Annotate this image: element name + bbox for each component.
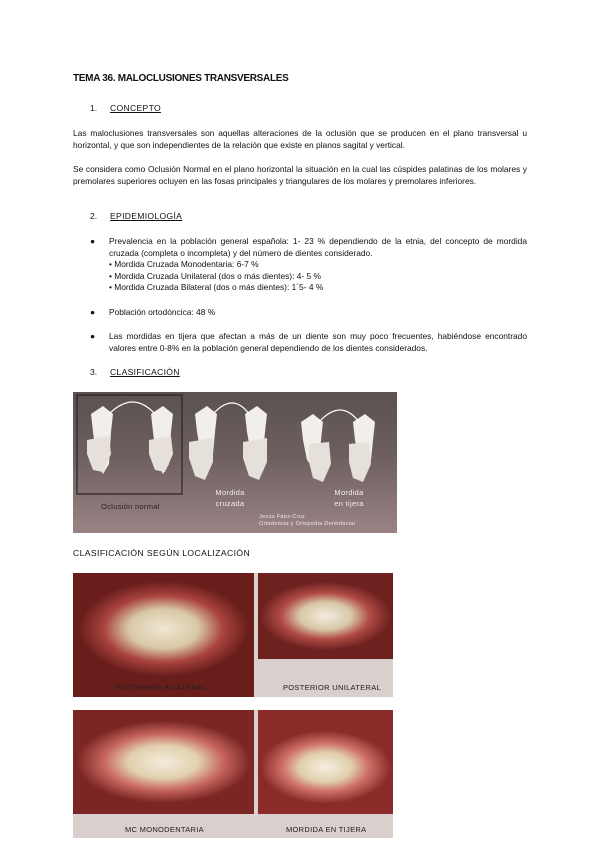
concepto-paragraph-2: Se considera como Oclusión Normal en el plano horizontal la situación en la cual las cúspides palatinas de los molares y premolares superiores ocluyen en las fosas principales y triangulares de los molares y premolares inferiores. <box>73 164 527 186</box>
caption-tijera-2: en tijera <box>334 499 364 508</box>
bullet-dot: ● <box>90 307 96 317</box>
photo-row-2 <box>73 710 393 838</box>
caption-oclusion-normal: Oclusión normal <box>101 502 160 511</box>
section-label: CLASIFICACIÓN <box>110 367 180 377</box>
bullet-text: Prevalencia en la población general española: 1- 23 % dependiendo de la etnia, del concepto de mordida cruzada (completa o incompleta) y del número de dientes considerado. <box>109 236 527 258</box>
photo-posterior-unilateral <box>258 573 393 659</box>
photo-mordida-tijera <box>258 710 393 814</box>
section-number: 2. <box>90 211 98 221</box>
section-epidemiologia-heading <box>90 211 182 221</box>
caption-mordida-tijera: MORDIDA EN TIJERA <box>286 825 367 834</box>
caption-posterior-bilateral: POSTERIOR BILATERAL <box>115 683 207 692</box>
bullet-subitem: • Mordida Cruzada Bilateral (dos o más dientes): 1´5- 4 % <box>109 282 324 292</box>
bullet-subitem: • Mordida Cruzada Monodentaria: 6-7 % <box>109 259 259 269</box>
concepto-paragraph-1: Las maloclusiones transversales son aquellas alteraciones de la oclusión que se producen en el plano transversal u horizontal, y que son independientes de la relación que existe en planos sagital y vertical. <box>73 128 527 150</box>
caption-posterior-unilateral: POSTERIOR UNILATERAL <box>283 683 381 692</box>
watermark-line-2: Ortodoncia y Ortopedia Dentofacial <box>259 521 356 527</box>
section-label: CONCEPTO <box>110 103 161 113</box>
section-number: 1. <box>90 103 98 113</box>
caption-cruzada-2: cruzada <box>215 499 245 508</box>
watermark-line-1: Jesús Fdez-Cruz <box>259 514 306 520</box>
bullet-text: Población ortodóncica: 48 % <box>109 307 216 317</box>
caption-mc-monodentaria: MC MONODENTARIA <box>125 825 204 834</box>
bullet-tijera <box>90 331 527 357</box>
section-label: EPIDEMIOLOGÍA <box>110 211 183 221</box>
bullet-subitem: • Mordida Cruzada Unilateral (dos o más dientes): 4- 5 % <box>109 270 321 281</box>
section-concepto-heading <box>90 103 161 113</box>
photo-mc-monodentaria <box>73 710 254 814</box>
photo-row-1 <box>73 573 393 697</box>
clasificacion-localizacion-heading: CLASIFICACIÓN SEGÚN LOCALIZACIÓN <box>73 548 251 558</box>
section-number: 3. <box>90 367 98 377</box>
bullet-poblacion <box>90 307 527 321</box>
section-clasificacion-heading <box>90 367 180 377</box>
page-title: TEMA 36. MALOCLUSIONES TRANSVERSALES <box>73 73 289 84</box>
caption-cruzada-1: Mordida <box>215 488 245 497</box>
bullet-dot: ● <box>90 331 96 341</box>
bullet-prevalencia <box>90 236 527 296</box>
bullet-dot: ● <box>90 236 96 246</box>
photo-posterior-bilateral <box>73 573 254 697</box>
caption-tijera-1: Mordida <box>334 488 364 497</box>
occlusion-diagram <box>73 392 397 533</box>
teeth-diagram-illustration <box>73 392 397 533</box>
bullet-text: Las mordidas en tijera que afectan a más de un diente son muy poco frecuentes, habiéndose encontrado valores entre 0-8% en la población general dependiendo de los dientes considerados. <box>109 331 527 353</box>
